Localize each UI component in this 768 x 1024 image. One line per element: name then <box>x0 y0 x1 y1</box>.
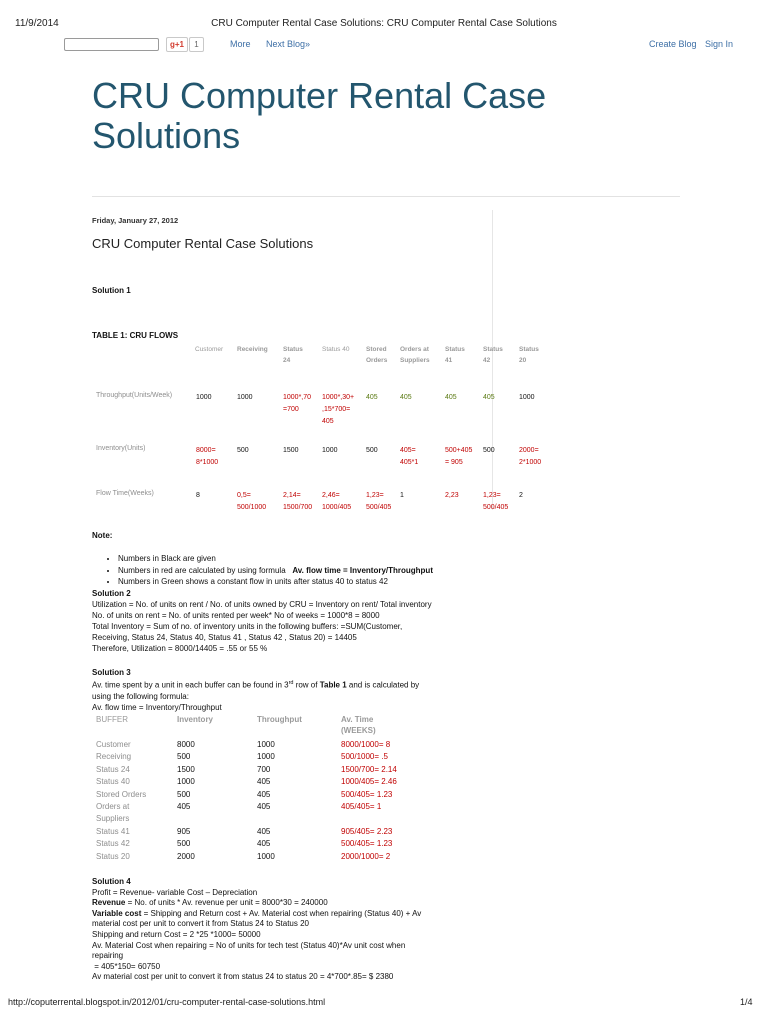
table2-cell: 700 <box>257 764 271 774</box>
gplus-count: 1 <box>189 37 204 52</box>
table2-header: Throughput <box>257 715 302 724</box>
table1-cell: 1000*,30+ ,15*700= 405 <box>322 394 355 425</box>
solution4-line: repairing <box>92 951 124 961</box>
solution4-line: = 405*150= 60750 <box>92 961 161 971</box>
table1-header: Stored Orders <box>366 346 388 364</box>
table2-cell: 405 <box>257 802 271 811</box>
table2-cell: 905 <box>177 826 191 836</box>
table1-cell: 2,23 <box>445 492 459 499</box>
solution3-section <box>92 667 512 713</box>
table2-cell: 500 <box>177 839 191 849</box>
note-item: • Numbers in Black are given <box>118 553 538 565</box>
table2-cell: 1000 <box>177 777 195 787</box>
table2-cell: 405 <box>257 826 271 836</box>
post-date: Friday, January 27, 2012 <box>92 216 179 225</box>
notes-heading: Note: <box>92 531 113 540</box>
note-item: • Numbers in red are calculated by using formula Av. flow time = Inventory/Throughput <box>118 565 538 577</box>
table1-row-label: Throughput(Units/Week) <box>96 392 173 399</box>
solution4-line: material cost per unit to convert it from Status 24 to Status 20 <box>92 919 309 929</box>
table2-cell: 405 <box>257 839 271 849</box>
table1-cell: 1,23= 500/405 <box>366 492 392 511</box>
table2-cell: 8000/1000= 8 <box>341 740 391 749</box>
create-blog-link[interactable]: Create Blog <box>649 39 697 49</box>
table2-cell: 1000 <box>257 752 275 762</box>
table1-header: Status 42 <box>483 346 503 364</box>
table1-header: Status 24 <box>283 346 303 364</box>
solution4-line: Av material cost per unit to convert it from status 24 to status 20 = 4*700*.85= $ 2380 <box>92 972 394 982</box>
print-page-title: CRU Computer Rental Case Solutions: CRU Computer Rental Case Solutions <box>211 18 557 29</box>
solution2-line: Therefore, Utilization = 8000/14405 = .55 or 55 % <box>92 644 268 653</box>
solution2-line: No. of units on rent = No. of units rented per week* No of weeks = 1000*8 = 8000 <box>92 611 380 620</box>
table2-row-label: Orders at Suppliers <box>96 802 130 824</box>
table2-header: Inventory <box>177 715 214 724</box>
sign-in-link[interactable]: Sign In <box>705 39 734 49</box>
table2-cell: 1000 <box>257 740 275 749</box>
table2-cell: 500 <box>177 789 191 799</box>
table1-cell: 0,5= 500/1000 <box>237 492 267 511</box>
table1-cell: 2000= 2*1000 <box>519 447 542 466</box>
table2-row-label: Status 20 <box>96 851 130 861</box>
solution4-heading: Solution 4 <box>92 877 131 886</box>
table2-cell: 500/405= 1.23 <box>341 789 393 799</box>
blog-title[interactable]: CRU Computer Rental Case Solutions <box>92 75 547 156</box>
table2-row-label: Receiving <box>96 752 132 762</box>
solution3-heading: Solution 3 <box>92 668 131 677</box>
table1-cell: 1000 <box>322 447 338 454</box>
navbar-search-input[interactable] <box>64 38 159 51</box>
table1-cell: 1,23= 500/405 <box>483 492 509 511</box>
table2-row-label: Status 40 <box>96 777 130 787</box>
solution4-section <box>92 877 512 983</box>
table1-cell: 1000 <box>237 394 253 401</box>
table2-cell: 405/405= 1 <box>341 802 382 811</box>
solution4-line: Shipping and return Cost = 2 *25 *1000= 50000 <box>92 929 261 939</box>
next-blog-link[interactable]: Next Blog» <box>266 39 311 49</box>
table2-cell: 405 <box>177 802 191 811</box>
solution2-line: Utilization = No. of units on rent / No. of units owned by CRU = Inventory on rent/ Total inventory <box>92 600 432 609</box>
table1-cell: 1000 <box>196 394 212 401</box>
table1-title: TABLE 1: CRU FLOWS <box>92 331 179 340</box>
table1-cell: 500+405 = 905 <box>445 447 473 466</box>
table2-header: BUFFER <box>96 715 128 724</box>
table2-row-label: Status 41 <box>96 826 130 836</box>
table2-cell: 405 <box>257 789 271 799</box>
table2-cell: 2000 <box>177 851 195 861</box>
solution4-line: Av. Material Cost when repairing = No of units for tech test (Status 40)*Av unit cost when <box>92 940 406 950</box>
table1-header: Status 20 <box>519 346 539 364</box>
table2-cell: 1500/700= 2.14 <box>341 764 397 774</box>
solution2-section <box>92 588 512 654</box>
table2-cell: 1000/405= 2.46 <box>341 777 397 787</box>
table1-cell: 405 <box>366 394 378 401</box>
table2-cell: 500/405= 1.23 <box>341 839 393 849</box>
table2-cell: 500 <box>177 752 191 762</box>
solution3-line: Av. flow time = Inventory/Throughput <box>92 702 222 712</box>
header-divider <box>92 196 680 197</box>
table1-header: Status 40 <box>322 346 350 353</box>
note-item: • Numbers in Green shows a constant flow in units after status 40 to status 42 <box>118 576 538 588</box>
more-link[interactable]: More <box>230 39 251 49</box>
table2-cell: 2000/1000= 2 <box>341 851 391 861</box>
solution2-line: Total Inventory = Sum of no. of inventory units in the following buffers: =SUM(Customer, <box>92 622 403 631</box>
table1-cell: 2,14= 1500/700 <box>283 492 313 511</box>
table2-cell: 1000 <box>257 851 275 861</box>
table2-row-label: Stored Orders <box>96 789 147 799</box>
table1-header: Customer <box>195 346 224 353</box>
table1-header: Orders at Suppliers <box>400 346 430 364</box>
table1-cell: 8000= 8*1000 <box>196 447 219 466</box>
table2-cell: 8000 <box>177 740 195 749</box>
print-url: http://coputerrental.blogspot.in/2012/01/cru-computer-rental-case-solutions.html <box>8 997 326 1007</box>
notes-list <box>96 553 538 588</box>
table1-cell: 1 <box>400 492 404 499</box>
table1-cell: 405 <box>483 394 495 401</box>
table2-cell: 405 <box>257 777 271 787</box>
solution3-line: using the following formula: <box>92 691 189 701</box>
table2-row-label: Customer <box>96 740 131 749</box>
print-date: 11/9/2014 <box>15 18 59 29</box>
table1-cell: 2,46= 1000/405 <box>322 492 352 511</box>
table1-cell: 2 <box>519 492 523 499</box>
table1-cell: 1000*,70 =700 <box>283 394 312 413</box>
solution4-line: Revenue = No. of units * Av. revenue per unit = 8000*30 = 240000 <box>92 898 328 908</box>
table1-cell: 405 <box>400 394 412 401</box>
gplus-button[interactable]: g+1 <box>166 37 188 52</box>
table1-cell: 500 <box>483 447 495 454</box>
table2-row-label: Status 24 <box>96 764 130 774</box>
table1-cell: 8 <box>196 492 200 499</box>
solution4-line: Profit = Revenue- variable Cost – Depreciation <box>92 887 258 897</box>
table2-row-label: Status 42 <box>96 839 130 849</box>
print-page-number: 1/4 <box>740 997 753 1007</box>
solution3-line: Av. time spent by a unit in each buffer can be found in 3rd row of Table 1 and is calculated by <box>92 680 420 690</box>
table2-cell: 1500 <box>177 764 195 774</box>
table1-row-label: Inventory(Units) <box>96 445 146 452</box>
table1-cell: 405= 405*1 <box>400 447 419 466</box>
table1-cell: 405 <box>445 394 457 401</box>
table2-cell: 905/405= 2.23 <box>341 826 393 836</box>
solution2-line: Receiving, Status 24, Status 40, Status 41 , Status 42 , Status 20) = 14405 <box>92 633 357 642</box>
table2-header: Av. Time (WEEKS) <box>341 715 376 735</box>
solution4-line: Variable cost = Shipping and Return cost + Av. Material cost when repairing (Status 40) + Av <box>92 908 422 918</box>
table1-cell: 1500 <box>283 447 299 454</box>
table1-cell: 500 <box>237 447 249 454</box>
solution2-heading: Solution 2 <box>92 589 131 598</box>
table1-cell: 500 <box>366 447 378 454</box>
table1-header: Status 41 <box>445 346 465 364</box>
table1-cell: 1000 <box>519 394 535 401</box>
table1-header: Receiving <box>237 346 268 353</box>
table1-row-label: Flow Time(Weeks) <box>96 490 154 497</box>
post-title[interactable]: CRU Computer Rental Case Solutions <box>92 236 314 251</box>
table2-cell: 500/1000= .5 <box>341 752 388 762</box>
solution1-heading: Solution 1 <box>92 286 131 295</box>
